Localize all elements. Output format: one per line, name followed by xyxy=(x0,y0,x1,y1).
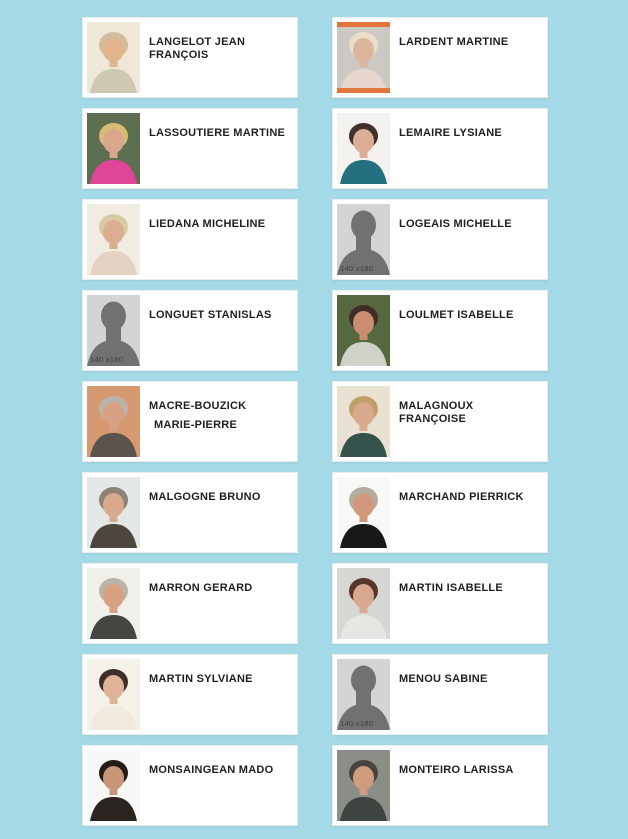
photo-size-label: 140 x180 xyxy=(340,264,374,273)
member-photo xyxy=(337,386,390,457)
member-name-line: LOGEAIS MICHELLE xyxy=(399,218,512,230)
member-name xyxy=(140,746,279,777)
member-name xyxy=(390,200,518,231)
member-name-line: MALAGNOUX FRANÇOISE xyxy=(399,400,474,425)
member-card[interactable] xyxy=(82,290,298,371)
member-card[interactable] xyxy=(82,17,298,98)
member-name-line: LOULMET ISABELLE xyxy=(399,309,514,321)
member-photo xyxy=(87,113,140,184)
member-card[interactable] xyxy=(332,199,548,280)
member-card[interactable] xyxy=(332,472,548,553)
member-photo xyxy=(337,295,390,366)
member-name-line: MACRE-BOUZICK xyxy=(149,400,247,412)
member-name-line: LIEDANA MICHELINE xyxy=(149,218,266,230)
member-name-line: MONSAINGEAN MADO xyxy=(149,764,274,776)
member-name xyxy=(140,18,297,62)
member-card[interactable] xyxy=(82,745,298,826)
member-name xyxy=(140,564,258,595)
member-name xyxy=(390,291,520,322)
member-photo xyxy=(87,750,140,821)
member-card[interactable] xyxy=(332,381,548,462)
member-name xyxy=(390,655,494,686)
member-photo-placeholder xyxy=(87,295,140,366)
member-name-line: MARIE-PIERRE xyxy=(154,419,238,431)
member-card[interactable] xyxy=(82,563,298,644)
member-name xyxy=(390,473,530,504)
member-card[interactable] xyxy=(332,654,548,735)
member-name xyxy=(140,382,252,432)
member-card[interactable] xyxy=(332,108,548,189)
member-photo xyxy=(87,22,140,93)
member-name-line: LASSOUTIERE MARTINE xyxy=(149,127,286,139)
member-name-line: MARTIN ISABELLE xyxy=(399,582,503,594)
member-card[interactable] xyxy=(82,472,298,553)
member-card[interactable] xyxy=(82,654,298,735)
member-name xyxy=(140,109,291,140)
member-card[interactable] xyxy=(332,17,548,98)
member-name-line: LONGUET STANISLAS xyxy=(149,309,272,321)
member-name xyxy=(140,655,259,686)
member-name-line: LEMAIRE LYSIANE xyxy=(399,127,502,139)
member-card[interactable] xyxy=(82,199,298,280)
member-photo-placeholder xyxy=(337,659,390,730)
member-photo xyxy=(337,568,390,639)
member-name-line: LANGELOT JEAN FRANÇOIS xyxy=(149,36,246,61)
member-photo xyxy=(337,477,390,548)
member-photo xyxy=(87,659,140,730)
member-name xyxy=(140,291,278,322)
member-card[interactable] xyxy=(332,745,548,826)
member-name-line: LARDENT MARTINE xyxy=(399,36,509,48)
member-photo xyxy=(87,386,140,457)
member-name-line: MARCHAND PIERRICK xyxy=(399,491,524,503)
member-name-line: MENOU SABINE xyxy=(399,673,488,685)
member-photo xyxy=(337,113,390,184)
member-grid xyxy=(82,17,628,826)
member-photo xyxy=(337,22,390,93)
member-photo-placeholder xyxy=(337,204,390,275)
member-photo xyxy=(87,568,140,639)
member-name xyxy=(140,200,271,231)
member-name xyxy=(390,564,509,595)
member-photo xyxy=(337,750,390,821)
member-photo xyxy=(87,477,140,548)
photo-size-label: 140 x180 xyxy=(340,719,374,728)
member-name-line: MARTIN SYLVIANE xyxy=(149,673,253,685)
member-card[interactable] xyxy=(82,381,298,462)
member-photo xyxy=(87,204,140,275)
member-name-line: MALGOGNE BRUNO xyxy=(149,491,261,503)
member-card[interactable] xyxy=(82,108,298,189)
member-card[interactable] xyxy=(332,563,548,644)
photo-size-label: 140 x180 xyxy=(90,355,124,364)
member-card[interactable] xyxy=(332,290,548,371)
member-name xyxy=(390,382,547,426)
member-name xyxy=(390,109,508,140)
member-name xyxy=(390,18,514,49)
member-name xyxy=(140,473,267,504)
member-name-line: MARRON GERARD xyxy=(149,582,253,594)
member-name xyxy=(390,746,520,777)
member-name-line: MONTEIRO LARISSA xyxy=(399,764,514,776)
